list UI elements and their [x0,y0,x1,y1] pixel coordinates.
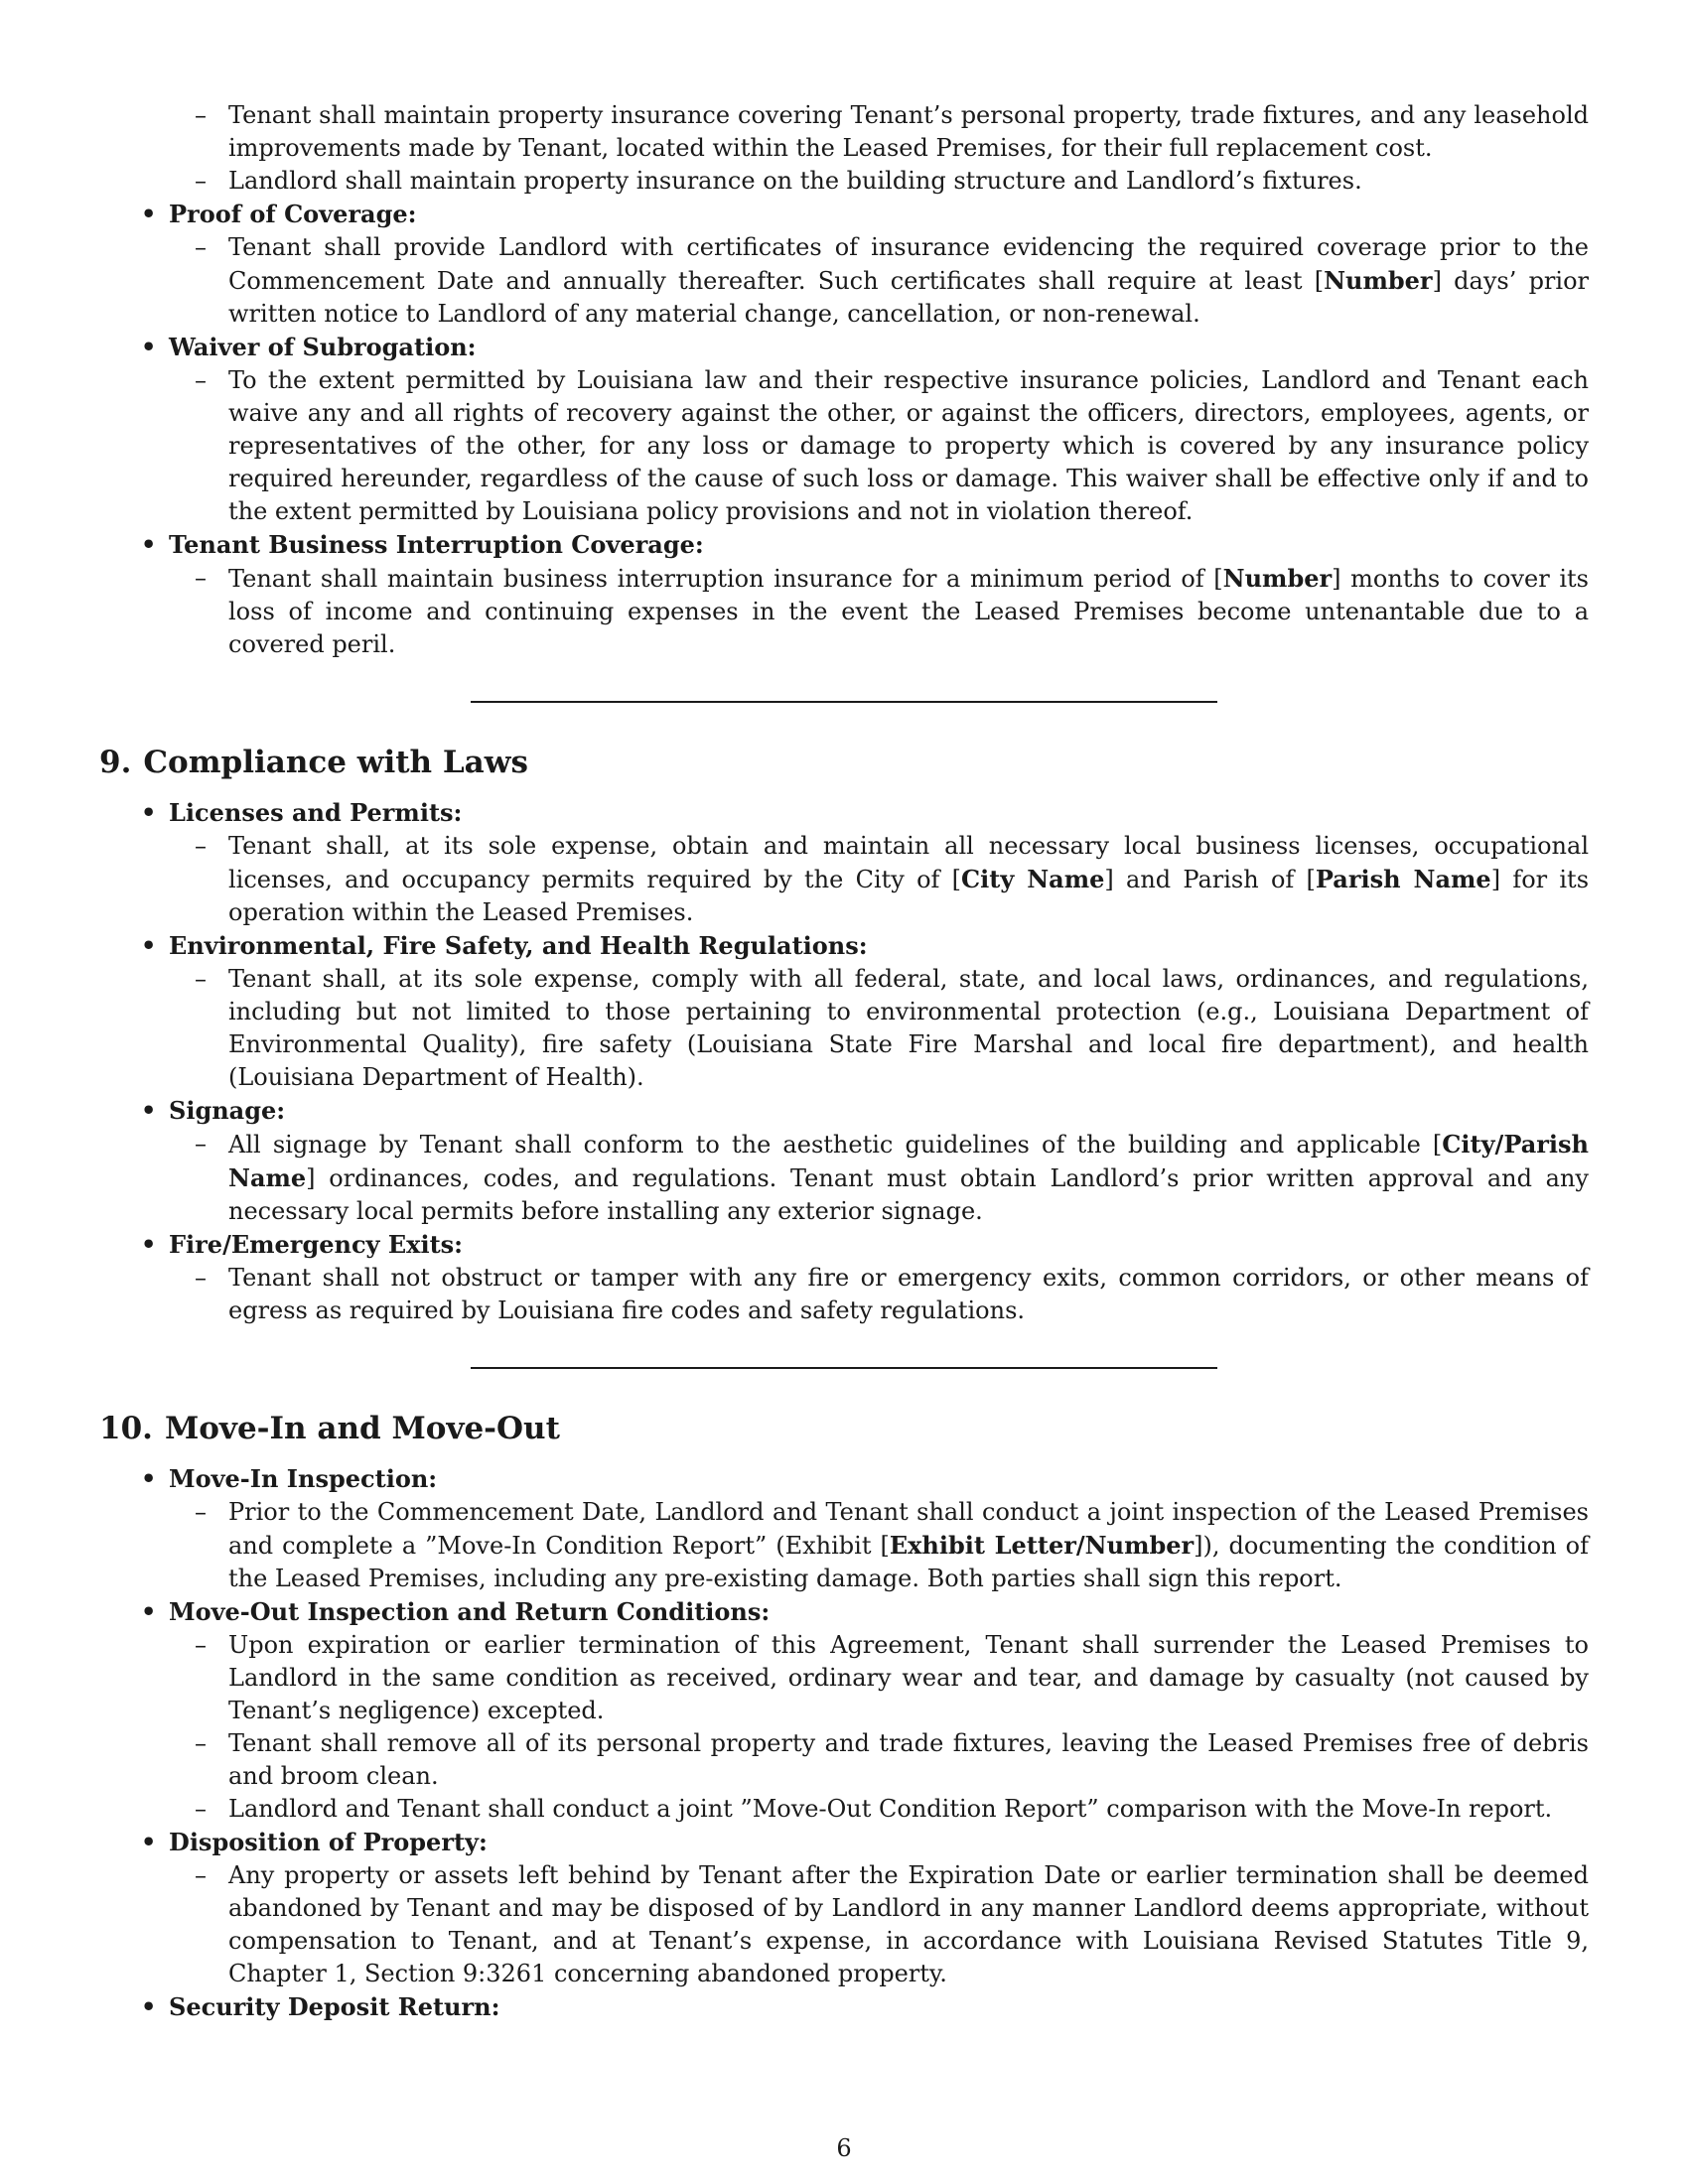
bullet-marker: • [141,1597,157,1626]
section8-continued-list [99,99,1589,198]
section8-bullet-list [99,198,1589,661]
dash-marker: – [195,1264,207,1292]
bullet-marker: • [141,1828,157,1856]
bullet-marker: • [141,530,157,559]
bullet-marker: • [141,1992,157,2021]
list-item [195,165,1589,198]
list-item-text: Any property or assets left behind by Tenant after the Expiration Date or earlier termination shall be deemed abandoned by Tenant and may be disposed of by Landlord in any manner Landlord deems appropriate, without compensation to Tenant, and at Tenant’s expense, in accordance with Louisiana Revised Statutes Title 9, Chapter 1, Section 9:3261 concerning abandoned property. [228,1861,1589,1987]
list-item-text: All signage by Tenant shall conform to the aesthetic guidelines of the building and applicable [City/Parish Name] ordinances, codes, and regulations. Tenant must obtain Landlord’s prior written approval and any necessary local permits before installing any exterior signage. [228,1130,1589,1225]
list-item [195,562,1589,661]
list-item-text: Tenant shall, at its sole expense, comply with all federal, state, and local laws, ordinances, and regulations, including but not limited to those pertaining to environmental protection (e.g., Louisiana Department of Environmental Quality), fire safety (Louisiana State Fire Marshal and local fire department), and health (Louisiana Department of Health). [228,965,1589,1091]
page-number: 6 [836,2134,852,2162]
list-item-text: To the extent permitted by Louisiana law and their respective insurance policies, Landlord and Tenant each waive any and all rights of recovery against the other, or against the officers, directors, employees, agents, or representatives of the other, for any loss or damage to property which is covered by any insurance policy required hereunder, regardless of the cause of such loss or damage. This waiver shall be effective only if and to the extent permitted by Louisiana policy provisions and not in violation thereof. [228,366,1589,525]
bullet-heading: Signage: [169,1096,286,1125]
list-item-text: Tenant shall remove all of its personal property and trade fixtures, leaving the Leased Premises free of debris and broom clean. [228,1729,1589,1790]
sub-list [169,1128,1589,1228]
sub-list [169,1859,1589,1990]
placeholder-text: Exhibit Letter/Number [889,1531,1195,1560]
bullet-marker: • [141,1230,157,1259]
list-item [195,99,1589,165]
dash-marker: – [195,233,207,261]
list-item-text: Prior to the Commencement Date, Landlord and Tenant shall conduct a joint inspection of the Leased Premises and complete a ”Move-In Condition Report” (Exhibit [Exhibit Letter/Number]), documenting the condition of the Leased Premises, including any pre-existing damage. Both parties shall sign this report. [228,1498,1589,1592]
dash-marker: – [195,1861,207,1889]
list-item [195,1496,1589,1595]
dash-marker: – [195,167,207,195]
list-item [195,1793,1589,1826]
bullet-item [131,1826,1589,1990]
sub-list [169,562,1589,661]
bullet-item [131,1094,1589,1228]
bullet-heading: Licenses and Permits: [169,798,463,827]
list-item-text: Tenant shall, at its sole expense, obtain and maintain all necessary local business licenses, occupational licenses, and occupancy permits required by the City of [City Name] and Parish of [Parish Name] for its operation within the Leased Premises. [228,832,1590,926]
section10-bullet-list [99,1462,1589,2024]
dash-marker: – [195,101,207,129]
bullet-item [131,198,1589,331]
section-heading: 9. Compliance with Laws [99,745,528,780]
sub-list [169,1496,1589,1595]
bullet-item [131,1228,1589,1327]
bullet-heading: Security Deposit Return: [169,1992,500,2021]
section-heading: 10. Move-In and Move-Out [99,1411,560,1446]
dash-marker: – [195,366,207,394]
dash-marker: – [195,564,207,592]
section-divider [471,701,1217,703]
list-item [195,1128,1589,1228]
sub-list [169,963,1589,1094]
list-item-text: Tenant shall maintain business interruption insurance for a minimum period of [Number] months to cover its loss of income and continuing expenses in the event the Leased Premises become untenantable due to a covered peril. [228,564,1589,658]
placeholder-text: Parish Name [1315,865,1491,893]
bullet-item [131,929,1589,1094]
sub-list [169,231,1589,331]
bullet-item [131,331,1589,528]
bullet-heading: Waiver of Subrogation: [169,333,477,361]
bullet-heading: Tenant Business Interruption Coverage: [169,530,704,559]
list-item [195,1262,1589,1327]
list-item [195,231,1589,331]
sub-list [169,830,1589,929]
list-item [195,963,1589,1094]
bullet-heading: Proof of Coverage: [169,200,417,228]
list-item [195,1629,1589,1727]
dash-marker: – [195,1130,207,1158]
sub-list [169,1262,1589,1327]
bullet-item [131,1990,1589,2024]
dash-marker: – [195,1795,207,1823]
placeholder-text: Number [1222,564,1333,593]
list-item-text: Landlord shall maintain property insurance on the building structure and Landlord’s fixtures. [228,167,1362,195]
bullet-item [131,796,1589,929]
list-item-text: Tenant shall provide Landlord with certificates of insurance evidencing the required coverage prior to the Commencement Date and annually thereafter. Such certificates shall require at least [Number] days’ prior written notice to Landlord of any material change, cancellation, or non-renewal. [228,233,1589,328]
list-item [195,364,1589,528]
placeholder-text: Number [1324,266,1433,295]
bullet-heading: Disposition of Property: [169,1828,488,1856]
section9-bullet-list [99,796,1589,1327]
dash-marker: – [195,1631,207,1659]
placeholder-text: City Name [961,865,1105,893]
bullet-marker: • [141,931,157,960]
list-item-text: Tenant shall maintain property insurance covering Tenant’s personal property, trade fixtures, and any leasehold improvements made by Tenant, located within the Leased Premises, for their full replacement cost. [228,101,1589,162]
section-divider [471,1367,1217,1369]
bullet-heading: Environmental, Fire Safety, and Health Regulations: [169,931,868,960]
bullet-marker: • [141,1464,157,1493]
bullet-heading: Move-In Inspection: [169,1464,438,1493]
bullet-heading: Move-Out Inspection and Return Conditions: [169,1597,771,1626]
placeholder-text: City/Parish Name [228,1130,1589,1192]
bullet-marker: • [141,333,157,361]
sub-list [169,364,1589,528]
bullet-heading: Fire/Emergency Exits: [169,1230,464,1259]
bullet-marker: • [141,1096,157,1125]
bullet-marker: • [141,798,157,827]
list-item [195,1727,1589,1793]
bullet-marker: • [141,200,157,228]
bullet-item [131,528,1589,661]
bullet-item [131,1462,1589,1595]
dash-marker: – [195,1729,207,1757]
sub-list [169,1629,1589,1826]
list-item-text: Upon expiration or earlier termination of this Agreement, Tenant shall surrender the Leased Premises to Landlord in the same condition as received, ordinary wear and tear, and damage by casualty (not caused by Tenant’s negligence) excepted. [228,1631,1589,1724]
dash-marker: – [195,1498,207,1526]
list-item [195,1859,1589,1990]
list-item-text: Tenant shall not obstruct or tamper with any fire or emergency exits, common corridors, or other means of egress as required by Louisiana fire codes and safety regulations. [228,1264,1589,1324]
list-item-text: Landlord and Tenant shall conduct a joint ”Move-Out Condition Report” comparison with the Move-In report. [228,1795,1553,1823]
list-item [195,830,1589,929]
dash-marker: – [195,832,207,860]
bullet-item [131,1595,1589,1826]
dash-marker: – [195,965,207,993]
